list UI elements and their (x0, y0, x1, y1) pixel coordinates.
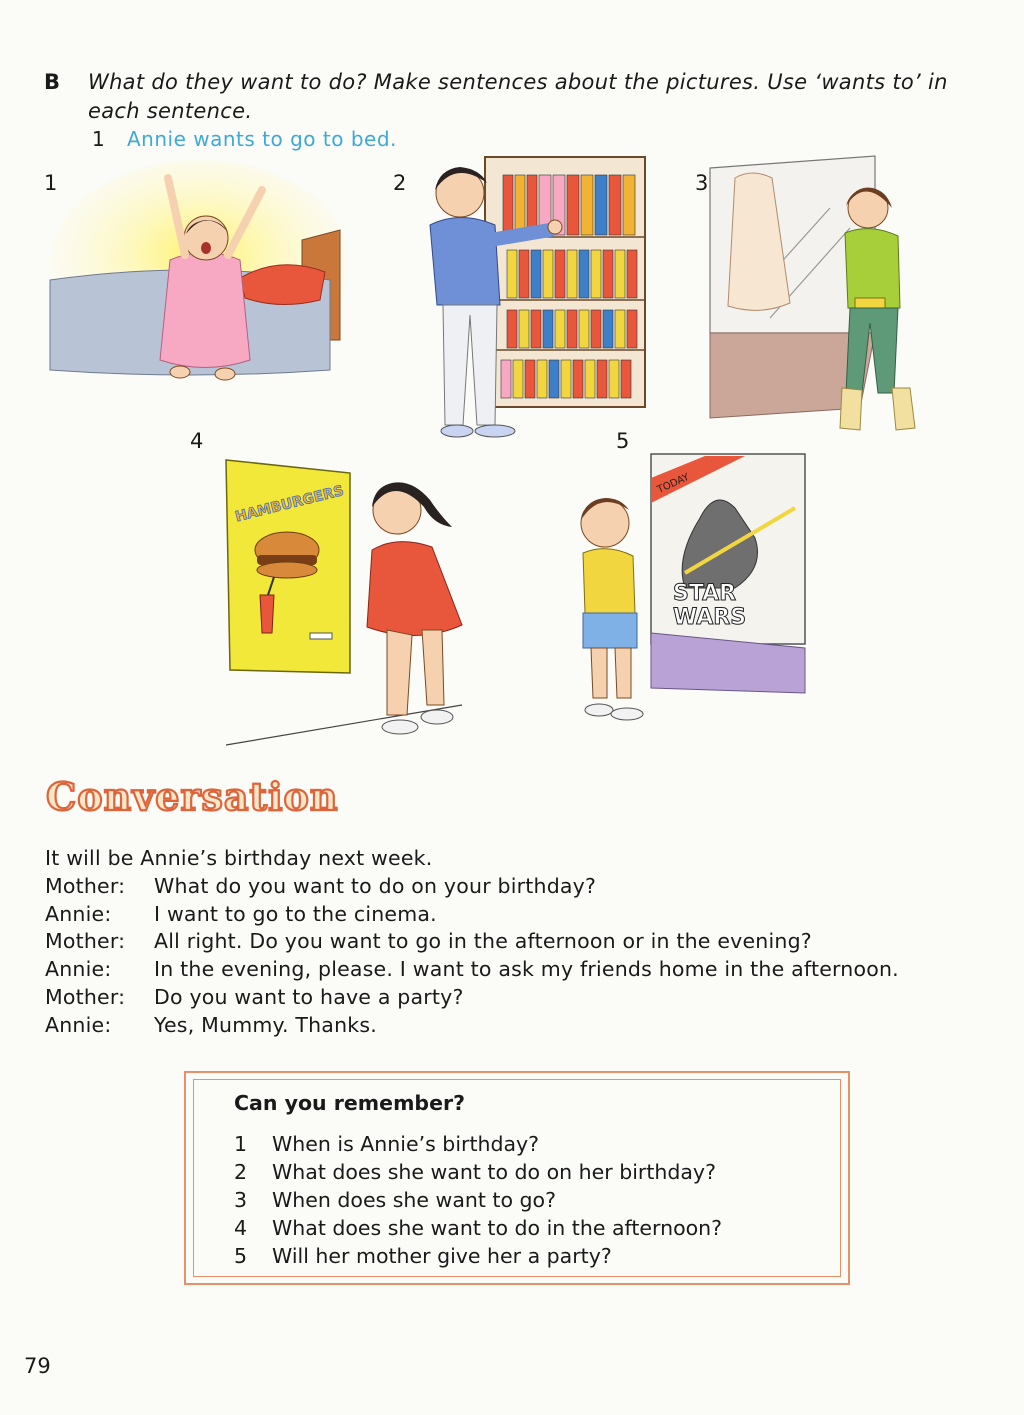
dialogue-line (45, 901, 975, 929)
picture-1-number: 1 (44, 171, 58, 195)
picture-2-boy-at-bookshelf (415, 155, 650, 445)
remember-box-title: Can you remember? (234, 1091, 466, 1115)
speaker: Mother: (45, 929, 126, 954)
page-number: 79 (24, 1354, 51, 1378)
speaker: Annie: (45, 957, 112, 982)
question-text: What does she want to do on her birthday? (272, 1160, 716, 1184)
speaker: Mother: (45, 873, 126, 898)
line-text: Yes, Mummy. Thanks. (154, 1012, 377, 1037)
speaker: Annie: (45, 901, 112, 926)
question-item (234, 1214, 722, 1242)
question-number: 5 (234, 1244, 248, 1268)
dialogue-line (45, 1012, 975, 1040)
line-text: What do you want to do on your birthday? (154, 873, 597, 898)
question-number: 2 (234, 1160, 248, 1184)
dialogue-line (45, 956, 975, 984)
speaker: Mother: (45, 984, 126, 1009)
question-text: When does she want to go? (272, 1188, 556, 1212)
poster-today-label: TODAY (655, 471, 691, 496)
conversation-heading (44, 772, 374, 822)
question-text: What does she want to do in the afternoon? (272, 1216, 723, 1240)
svg-text:Conversation: Conversation (46, 774, 339, 819)
speaker: Annie: (45, 1012, 112, 1037)
line-text: Do you want to have a party? (154, 984, 464, 1009)
question-number: 1 (234, 1132, 248, 1156)
exercise-instruction: What do they want to do? Make sentences about the pictures. Use ‘wants to’ in each sentence. (88, 70, 948, 123)
dialogue-line (45, 873, 975, 901)
poster-title-star: STAR (673, 581, 737, 606)
question-item (234, 1130, 722, 1158)
question-item (234, 1242, 722, 1270)
line-text: In the evening, please. I want to ask my friends home in the afternoon. (154, 957, 899, 982)
question-text: When is Annie’s birthday? (272, 1132, 540, 1156)
question-number: 3 (234, 1188, 248, 1212)
dialogue-line (45, 928, 975, 956)
picture-2-number: 2 (393, 171, 407, 195)
remember-questions (234, 1130, 722, 1270)
picture-5-number: 5 (616, 429, 630, 453)
dialogue-line (45, 984, 975, 1012)
question-number: 4 (234, 1216, 248, 1240)
picture-1-girl-on-bed (40, 160, 350, 400)
example-answer: Annie wants to go to bed. (127, 127, 397, 151)
question-text: Will her mother give her a party? (272, 1244, 612, 1268)
picture-4-girl-at-hamburger-poster (222, 455, 467, 755)
hamburger-poster-text: HAMBURGERS (233, 482, 346, 526)
picture-4-number: 4 (190, 429, 204, 453)
conversation-dialogue (45, 845, 975, 1040)
line-text: I want to go to the cinema. (154, 901, 437, 926)
conversation-intro: It will be Annie’s birthday next week. (45, 846, 433, 870)
section-letter: B (44, 70, 61, 94)
question-item (234, 1158, 722, 1186)
question-item (234, 1186, 722, 1214)
picture-5-boy-at-cinema-poster (555, 448, 810, 738)
example-number: 1 (92, 127, 105, 151)
line-text: All right. Do you want to go in the afternoon or in the evening? (154, 929, 812, 954)
poster-title-wars: WARS (673, 605, 747, 630)
picture-3-girl-at-shop-window (700, 148, 930, 438)
picture-3-number: 3 (695, 171, 709, 195)
